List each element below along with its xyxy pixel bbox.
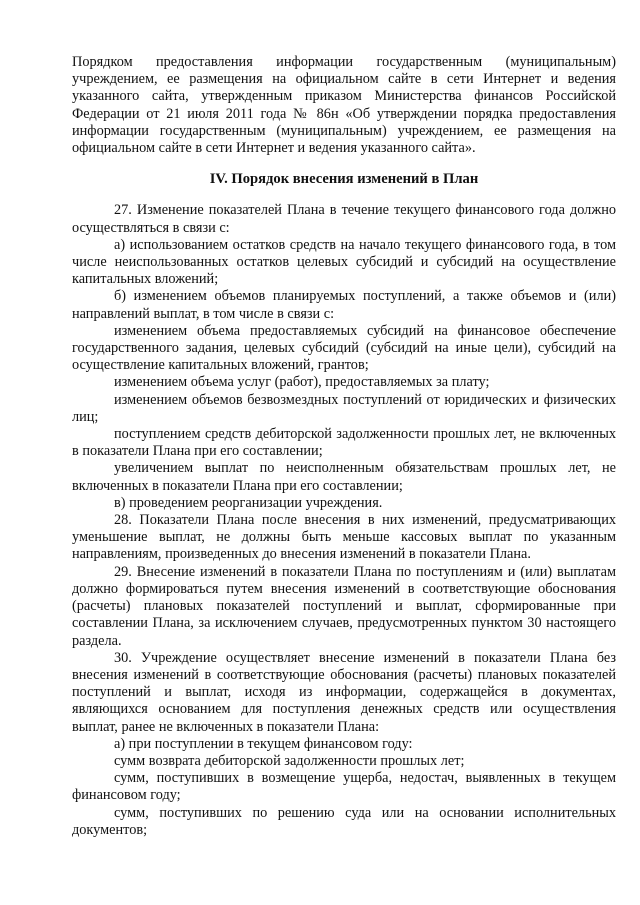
paragraph-28: 28. Показатели Плана после внесения в них изменений, предусматривающих уменьшение выплат, не должны быть меньше кассовых выплат по указанным направлениям, произведенных до внесения изменений в показатели Плана. <box>72 512 616 563</box>
paragraph-27b-item-5: увеличением выплат по неисполненным обязательствам прошлых лет, не включенных в показатели Плана при его составлении; <box>72 460 616 494</box>
paragraph-27: 27. Изменение показателей Плана в течение текущего финансового года должно осуществляться в связи с: <box>72 202 616 236</box>
paragraph-27b-item-1: изменением объема предоставляемых субсидий на финансовое обеспечение государственного задания, целевых субсидий (субсидий на иные цели), субсидий на осуществление капитальных вложений, грантов; <box>72 322 616 374</box>
paragraph-30a: а) при поступлении в текущем финансовом году: <box>114 735 413 752</box>
intro-paragraph: Порядком предоставления информации государственным (муниципальным) учреждением, ее размещения на официальном сайте в сети Интернет и ведения указанного сайта, утвержденным приказом Министерства финансов Российской Федерации от 21 июля 2011 года № 86н «Об утверждении порядка предоставления информации государственным (муниципальным) учреждением, ее размещения на официальном сайте в сети Интернет и ведения указанного сайта». <box>72 54 616 157</box>
paragraph-27b-item-2: изменением объема услуг (работ), предоставляемых за плату; <box>114 374 490 391</box>
paragraph-30: 30. Учреждение осуществляет внесение изменений в показатели Плана без внесения изменений в соответствующие обоснования (расчеты) плановых показателей поступлений и выплат, исходя из информации, содержащейся в документах, являющихся основанием для поступления денежных средств или осуществления выплат, ранее не включенных в показатели Плана: <box>72 649 616 735</box>
paragraph-30a-item-2: сумм, поступивших в возмещение ущерба, недостач, выявленных в текущем финансовом году; <box>72 770 616 804</box>
paragraph-27b: б) изменением объемов планируемых поступлений, а также объемов и (или) направлений выплат, в том числе в связи с: <box>72 288 616 322</box>
document-page <box>72 54 616 839</box>
paragraph-27a: а) использованием остатков средств на начало текущего финансового года, в том числе неиспользованных остатков целевых субсидий и субсидий на осуществление капитальных вложений; <box>72 236 616 288</box>
paragraph-27b-item-4: поступлением средств дебиторской задолженности прошлых лет, не включенных в показатели Плана при его составлении; <box>72 426 616 460</box>
paragraph-27b-item-3: изменением объемов безвозмездных поступлений от юридических и физических лиц; <box>72 391 616 425</box>
paragraph-30a-item-1: сумм возврата дебиторской задолженности прошлых лет; <box>114 752 465 769</box>
section-heading: IV. Порядок внесения изменений в План <box>209 171 479 188</box>
paragraph-29: 29. Внесение изменений в показатели Плана по поступлениям и (или) выплатам должно формироваться путем внесения изменений в соответствующие обоснования (расчеты) плановых показателей поступлений и выплат, сформированные при составлении Плана, за исключением случаев, предусмотренных пунктом 30 настоящего раздела. <box>72 563 616 649</box>
paragraph-27c: в) проведением реорганизации учреждения. <box>114 494 383 511</box>
paragraph-30a-item-3: сумм, поступивших по решению суда или на основании исполнительных документов; <box>72 804 616 838</box>
